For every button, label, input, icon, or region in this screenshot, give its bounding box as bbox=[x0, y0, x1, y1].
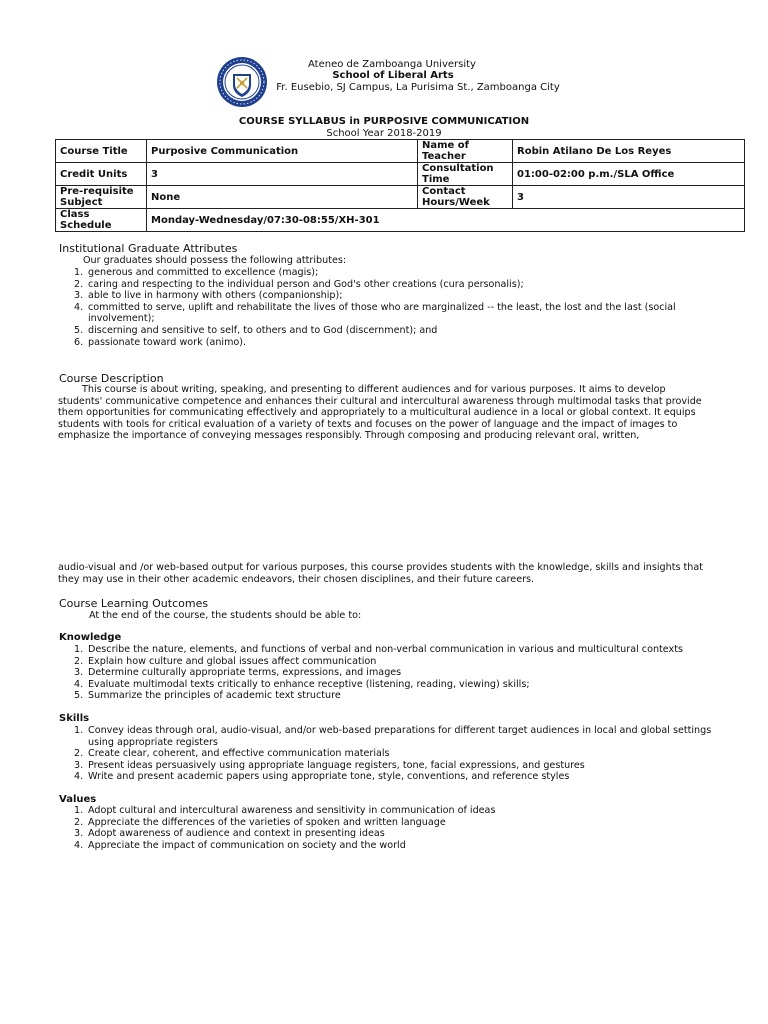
list-item-number: 3. bbox=[74, 828, 84, 840]
consultation-value: 01:00-02:00 p.m./SLA Office bbox=[513, 163, 745, 186]
list-item-text: Adopt cultural and intercultural awareness and sensitivity in communication of ideas bbox=[88, 805, 496, 816]
knowledge-label: Knowledge bbox=[59, 632, 122, 643]
table-row bbox=[56, 163, 745, 186]
list-item bbox=[59, 805, 748, 817]
school-name: School of Liberal Arts bbox=[332, 70, 454, 81]
teacher-value: Robin Atilano De Los Reyes bbox=[513, 140, 745, 163]
list-item bbox=[59, 679, 748, 691]
prereq-label: Pre-requisite Subject bbox=[56, 186, 147, 209]
university-name: Ateneo de Zamboanga University bbox=[308, 59, 476, 70]
school-year: School Year 2018-2019 bbox=[326, 128, 442, 139]
list-item-number: 4. bbox=[74, 839, 84, 851]
list-item bbox=[59, 267, 736, 279]
list-item-number: 2. bbox=[74, 278, 84, 290]
list-item-number: 1. bbox=[74, 644, 84, 655]
graduate-attributes-list bbox=[59, 267, 736, 348]
course-info-table bbox=[55, 139, 745, 232]
list-item-number: 4. bbox=[74, 678, 84, 690]
campus-address: Fr. Eusebio, SJ Campus, La Purisima St., Zamboanga City bbox=[276, 82, 560, 93]
table-row bbox=[56, 186, 745, 209]
list-item-text: Appreciate the impact of communication on society and the world bbox=[88, 839, 406, 851]
list-item-number: 5. bbox=[74, 690, 84, 702]
list-item-number: 4. bbox=[74, 771, 84, 783]
list-item-number: 3. bbox=[74, 290, 84, 302]
list-item-number: 3. bbox=[74, 667, 84, 679]
credit-units-label: Credit Units bbox=[56, 163, 147, 186]
list-item-text: able to live in harmony with others (companionship); bbox=[88, 290, 343, 302]
list-item bbox=[59, 828, 748, 840]
table-row bbox=[56, 140, 745, 163]
class-schedule-value: Monday-Wednesday/07:30-08:55/XH-301 bbox=[147, 209, 745, 232]
list-item bbox=[59, 644, 748, 656]
list-item-text: committed to serve, uplift and rehabilitate the lives of those who are marginalized -- the least, the lost and the last (social involvement); bbox=[88, 301, 676, 325]
learning-outcomes-title: Course Learning Outcomes bbox=[59, 597, 209, 610]
list-item-number: 1. bbox=[74, 267, 84, 278]
list-item bbox=[59, 748, 736, 760]
list-item-text: caring and respecting to the individual person and God's other creations (cura personalis); bbox=[88, 278, 524, 290]
list-item-text: Explain how culture and global issues affect communication bbox=[88, 655, 377, 667]
course-description-continuation: audio-visual and /or web-based output for various purposes, this course provides students with the knowledge, skills and insights that they may use in their other academic endeavors, their chosen disciplines, and their future careers. bbox=[58, 562, 703, 585]
list-item bbox=[59, 690, 748, 702]
list-item-number: 1. bbox=[74, 805, 84, 816]
table-row bbox=[56, 209, 745, 232]
list-item bbox=[59, 656, 748, 668]
course-title-label: Course Title bbox=[56, 140, 147, 163]
list-item-text: discerning and sensitive to self, to others and to God (discernment); and bbox=[88, 324, 438, 336]
list-item bbox=[59, 771, 736, 783]
list-item-text: Determine culturally appropriate terms, expressions, and images bbox=[88, 667, 402, 679]
class-schedule-label: Class Schedule bbox=[56, 209, 147, 232]
list-item-text: Adopt awareness of audience and context in presenting ideas bbox=[88, 828, 385, 840]
list-item bbox=[59, 760, 736, 772]
list-item-number: 4. bbox=[74, 301, 84, 313]
list-item-number: 1. bbox=[74, 725, 84, 736]
list-item bbox=[59, 840, 748, 852]
teacher-label: Name of Teacher bbox=[418, 140, 513, 163]
consultation-label: Consultation Time bbox=[418, 163, 513, 186]
learning-outcomes-intro: At the end of the course, the students should be able to: bbox=[89, 610, 362, 621]
list-item-text: Create clear, coherent, and effective communication materials bbox=[88, 748, 390, 760]
list-item bbox=[59, 325, 736, 337]
prereq-value: None bbox=[147, 186, 418, 209]
list-item-text: Describe the nature, elements, and functions of verbal and non-verbal communication in various and multicultural contexts bbox=[88, 644, 683, 655]
list-item-text: Evaluate multimodal texts critically to enhance receptive (listening, reading, viewing) skills; bbox=[88, 678, 530, 690]
graduate-attributes-intro: Our graduates should possess the following attributes: bbox=[83, 255, 347, 266]
list-item-number: 2. bbox=[74, 816, 84, 828]
list-item bbox=[59, 279, 736, 291]
list-item-text: Present ideas persuasively using appropriate language registers, tone, facial expressions, and gestures bbox=[88, 759, 585, 771]
list-item bbox=[59, 302, 736, 325]
knowledge-list bbox=[59, 644, 748, 702]
list-item-number: 2. bbox=[74, 748, 84, 760]
list-item bbox=[59, 817, 748, 829]
skills-label: Skills bbox=[59, 713, 90, 724]
values-label: Values bbox=[59, 794, 97, 805]
skills-list bbox=[59, 725, 736, 783]
contact-hours-label: Contact Hours/Week bbox=[418, 186, 513, 209]
list-item-text: Summarize the principles of academic text structure bbox=[88, 690, 341, 702]
values-list bbox=[59, 805, 748, 851]
list-item bbox=[59, 667, 748, 679]
list-item-text: Write and present academic papers using appropriate tone, style, conventions, and reference styles bbox=[88, 771, 570, 783]
list-item-number: 6. bbox=[74, 336, 84, 348]
syllabus-title: COURSE SYLLABUS in PURPOSIVE COMMUNICATION bbox=[238, 116, 530, 127]
course-description-paragraph: This course is about writing, speaking, and presenting to different audiences and for various purposes. It aims to develop students' communicative competence and enhances their cultural and intercultural awareness through multimodal tasks that provide them opportunities for communicating effectively and appropriately to a multicultural audience in a local or global context. It equips students with tools for critical evaluation of a variety of texts and focuses on the power of language and the impact of images to emphasize the importance of conveying messages responsibly. Through composing and producing relevant oral, written, bbox=[58, 384, 702, 442]
list-item-text: generous and committed to excellence (magis); bbox=[88, 267, 319, 278]
list-item-text: Appreciate the differences of the varieties of spoken and written language bbox=[88, 816, 446, 828]
list-item-text: passionate toward work (animo). bbox=[88, 336, 247, 348]
list-item-text: Convey ideas through oral, audio-visual, and/or web-based preparations for different target audiences in local and global settings using appropriate registers bbox=[88, 725, 712, 748]
list-item bbox=[59, 725, 736, 748]
list-item-number: 5. bbox=[74, 324, 84, 336]
credit-units-value: 3 bbox=[147, 163, 418, 186]
list-item-number: 2. bbox=[74, 655, 84, 667]
list-item bbox=[59, 337, 736, 349]
course-title-value: Purposive Communication bbox=[147, 140, 418, 163]
list-item bbox=[59, 290, 736, 302]
list-item-number: 3. bbox=[74, 759, 84, 771]
graduate-attributes-title: Institutional Graduate Attributes bbox=[59, 242, 238, 255]
course-description-title: Course Description bbox=[59, 372, 164, 385]
contact-hours-value: 3 bbox=[513, 186, 745, 209]
